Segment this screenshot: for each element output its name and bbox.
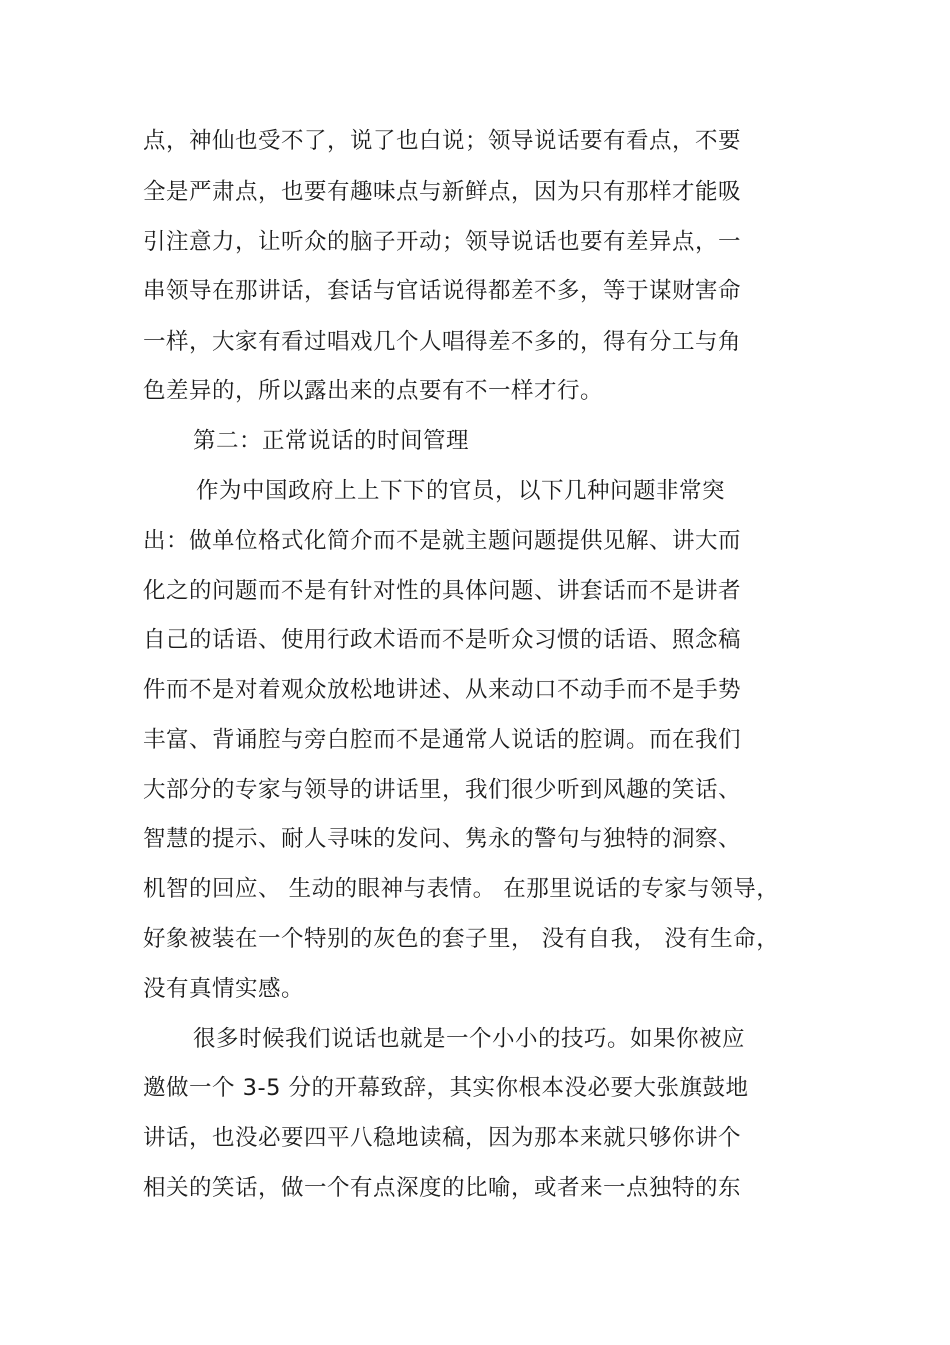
text-line: 相关的笑话，做一个有点深度的比喻，或者来一点独特的东 bbox=[143, 1175, 742, 1201]
text-line: 全是严肃点，也要有趣味点与新鲜点，因为只有那样才能吸 bbox=[143, 179, 742, 205]
text-line: 作为中国政府上上下下的官员，以下几种问题非常突 bbox=[196, 478, 726, 504]
text-line: 大部分的专家与领导的讲话里，我们很少听到风趣的笑话、 bbox=[143, 777, 742, 803]
text-line: 色差异的，所以露出来的点要有不一样才行。 bbox=[143, 378, 604, 404]
text-line: 讲话，也没必要四平八稳地读稿，因为那本来就只够你讲个 bbox=[143, 1125, 742, 1151]
text-line: 串领导在那讲话，套话与官话说得都差不多，等于谋财害命 bbox=[143, 278, 742, 304]
text-line: 丰富、背诵腔与旁白腔而不是通常人说话的腔调。而在我们 bbox=[143, 727, 742, 753]
text-line: 好象被装在一个特别的灰色的套子里， 没有自我， 没有生命， bbox=[143, 926, 780, 952]
text-line: 化之的问题而不是有针对性的具体问题、讲套话而不是讲者 bbox=[143, 578, 742, 604]
text-line: 点，神仙也受不了，说了也白说；领导说话要有看点，不要 bbox=[143, 128, 742, 154]
text-line: 很多时候我们说话也就是一个小小的技巧。如果你被应 bbox=[193, 1026, 746, 1052]
text-line: 一样，大家有看过唱戏几个人唱得差不多的，得有分工与角 bbox=[143, 329, 742, 355]
text-line: 自己的话语、使用行政术语而不是听众习惯的话语、照念稿 bbox=[143, 627, 742, 653]
text-line: 智慧的提示、耐人寻味的发问、隽永的警句与独特的洞察、 bbox=[143, 826, 742, 852]
text-line: 引注意力，让听众的脑子开动；领导说话也要有差异点，一 bbox=[143, 229, 742, 255]
text-line: 邀做一个 3-5 分的开幕致辞，其实你根本没必要大张旗鼓地 bbox=[143, 1075, 749, 1101]
text-line: 件而不是对着观众放松地讲述、从来动口不动手而不是手势 bbox=[143, 677, 742, 703]
text-line: 出：做单位格式化简介而不是就主题问题提供见解、讲大而 bbox=[143, 528, 742, 554]
text-line: 没有真情实感。 bbox=[143, 976, 305, 1002]
section-heading: 第二：正常说话的时间管理 bbox=[193, 428, 470, 454]
text-line: 机智的回应、 生动的眼神与表情。 在那里说话的专家与领导， bbox=[143, 876, 780, 902]
